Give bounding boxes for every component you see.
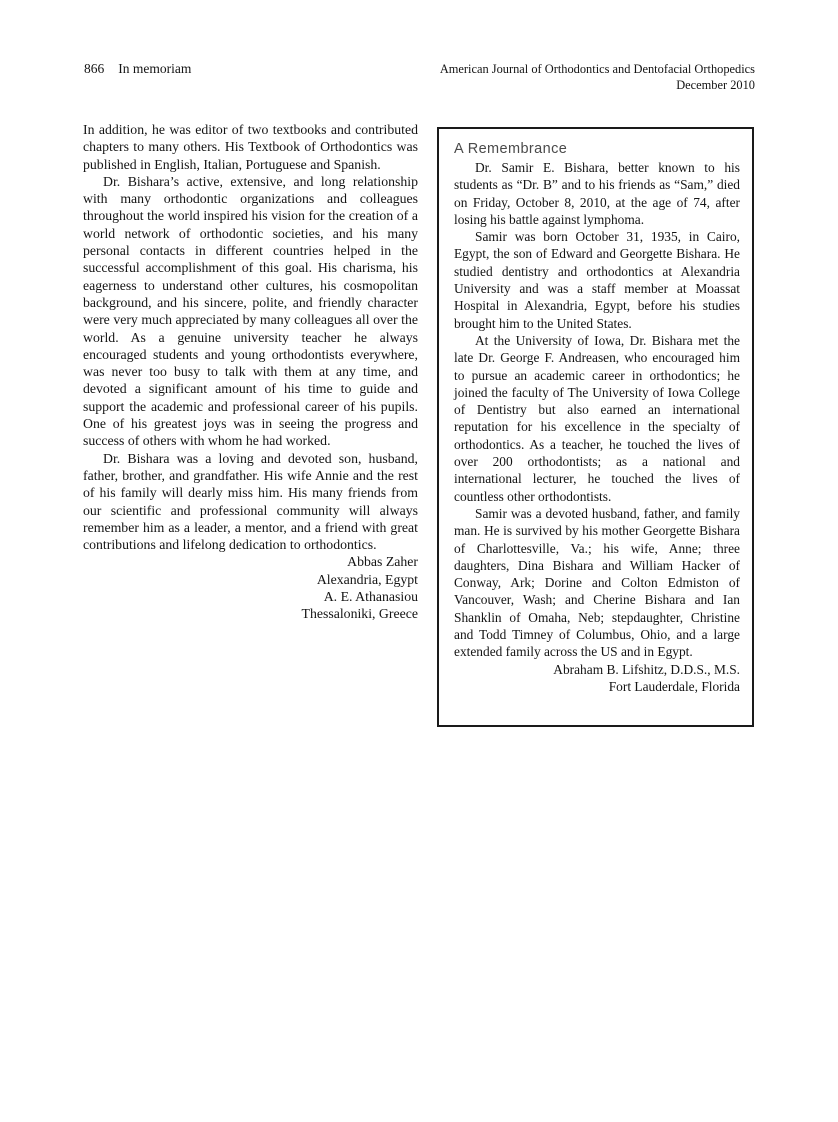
paragraph: At the University of Iowa, Dr. Bishara met the late Dr. George F. Andreasen, who encouraged him to pursue an academic career in orthodontics; he joined the faculty of The University of Iowa College of Dentistry but also earned an international reputation for his excellence in the specialty of orthodontics. As a teacher, he touched the lives of over 200 orthodontists; as a national and international lecturer, he touched the lives of countless other orthodontists. [454,332,740,504]
signature-name: Abbas Zaher [347,554,418,570]
left-column [83,121,418,623]
running-head-left [84,61,191,77]
paragraph: Dr. Samir E. Bishara, better known to his students as “Dr. B” and to his friends as “Sam,” died on Friday, October 8, 2010, at the age of 74, after losing his battle against lymphoma. [454,160,740,227]
signature-block [454,661,740,696]
signature-location: Thessaloniki, Greece [301,606,418,622]
signature-block [83,553,418,622]
page-number: 866 [84,61,105,76]
signature-location: Alexandria, Egypt [316,571,418,587]
paragraph: Samir was a devoted husband, father, and family man. He is survived by his mother Georgette Bishara of Charlottesville, Va.; his wife, Anne; three daughters, Dina Bishara and William Hacker of Conway, Ark; Dorine and Colton Edmiston of Vancouver, Wash; and Cherine Bishara and Ian Shanklin of Omaha, Neb; stepdaughter, Christine and Todd Timney of Columbus, Ohio, and a large extended family across the US and in Egypt. [454,505,740,660]
signature-name: Abraham B. Lifshitz, D.D.S., M.S. [553,661,740,677]
running-head-right [440,61,755,93]
journal-title: American Journal of Orthodontics and Dentofacial Orthopedics [439,62,755,76]
paragraph: Dr. Bishara was a loving and devoted son, husband, father, brother, and grandfather. His wife Annie and the rest of his family will dearly miss him. His many friends from our scientific and professional community will always remember him as a leader, a mentor, and a friend with great contributions and lifelong dedication to orthodontics. [83,450,418,553]
box-title: A Remembrance [454,141,568,157]
section-title: In memoriam [118,61,192,76]
running-head [84,61,755,93]
issue-date: December 2010 [676,78,755,92]
paragraph-continuation: In addition, he was editor of two textbooks and contributed chapters to many others. His Textbook of Orthodontics was published in English, Italian, Portuguese and Spanish. [83,122,418,172]
paragraph: Dr. Bishara’s active, extensive, and long relationship with many orthodontic organizations and colleagues throughout the world inspired his vision for the creation of a world network of orthodontic societies, and his many personal contacts in different countries helped in the successful accomplishment of this goal. His charisma, his eagerness to understand other cultures, his cosmopolitan background, and his sincere, polite, and friendly character were very much appreciated by many colleagues all over the world. As a genuine university teacher he always encouraged students and young orthodontists everywhere, was never too busy to talk with them at any time, and devoted a significant amount of his time to guide and support the academic and professional career of his pupils. One of his greatest joys was in seeing the progress and success of others with whom he had worked. [83,173,418,449]
remembrance-box [437,127,754,727]
signature-location: Fort Lauderdale, Florida [608,678,740,694]
signature-name: A. E. Athanasiou [323,589,418,605]
paragraph: Samir was born October 31, 1935, in Cairo, Egypt, the son of Edward and Georgette Bishara. He studied dentistry and orthodontics at Alexandria University and was a staff member at Moassat Hospital in Alexandria, Egypt, before his studies brought him to the United States. [454,229,740,331]
